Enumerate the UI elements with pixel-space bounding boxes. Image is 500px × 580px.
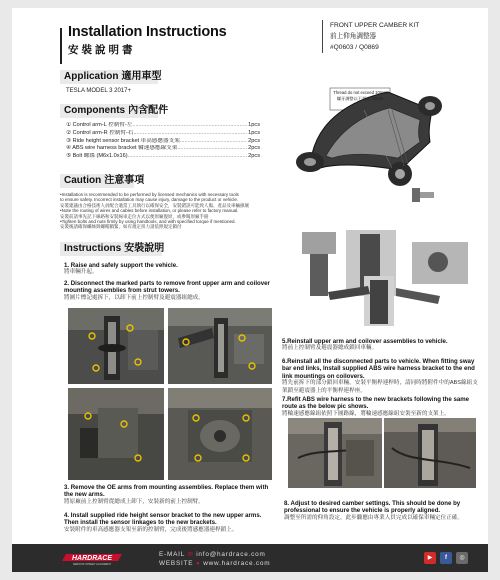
step-4 (64, 512, 274, 534)
caution-title-zh: 注意事項 (104, 175, 145, 186)
component-item (66, 145, 260, 153)
product-name-zh: 前上仰角調整器 (330, 33, 377, 40)
caution-line: •Tighten bolts and nuts firmly by using handtools, and with specified torque if mentioned. (60, 219, 236, 225)
step-text-zh: 安裝附件的車高感應器支架至新的控制臂，完成後將感應器連桿鎖上。 (64, 526, 238, 533)
components-heading (60, 104, 169, 118)
step-5 (282, 338, 482, 353)
component-qty: 1pcs (248, 122, 260, 128)
caution-title-en: Caution (64, 175, 102, 186)
component-label: ① Control arm-L 控制臂-左 ..... (66, 122, 247, 130)
step-text-zh: 調整至所需的仰角設定，此步驟應由專業人員完成以確保車輛定位正確。 (284, 514, 464, 521)
instructions-title-en: Instructions (64, 243, 122, 254)
step2-photo-bottom-left (68, 388, 164, 480)
caution-line: 安裝建議由合格技術人員配合適當工具執行以確保安全，安裝錯誤可能致人傷、產品及車輛損壞 (60, 202, 249, 208)
email-address[interactable]: info@hardrace.com (196, 551, 266, 558)
coilover-photo (308, 276, 458, 326)
hardrace-logo (62, 550, 128, 566)
step-7 (282, 396, 482, 418)
step-text: 7.Refit ABS wire harness to the new brackets following the same route as the below pic shows. (282, 396, 470, 411)
component-qty: 2pcs (248, 137, 260, 144)
step-6 (282, 358, 482, 395)
step2-photo-bottom-right (168, 388, 272, 480)
header-divider (322, 20, 323, 53)
component-item (66, 122, 260, 130)
page-title-zh: 安裝說明書 (68, 44, 136, 56)
instructions-title-zh: 安裝說明 (124, 243, 165, 254)
step-text-zh: 將車輛升起。 (64, 269, 98, 276)
application-heading (60, 70, 162, 84)
caution-line: 安裝前請事先記下線路和安裝線束走位方式以便原廠復原，或參閱原廠手冊 (60, 213, 209, 219)
step-text: 3. Remove the OE arms from mounting assemblies. Replace them with the new arms. (64, 484, 269, 499)
step2-photo-right (168, 308, 272, 384)
step-1 (64, 262, 274, 277)
instruction-sheet (12, 8, 488, 572)
component-item (66, 130, 260, 138)
product-info (330, 20, 419, 53)
component-item (66, 153, 260, 161)
product-name-en: FRONT UPPER CAMBER KIT (330, 22, 420, 29)
wechat-icon[interactable]: ◎ (456, 552, 468, 564)
youtube-icon[interactable]: ▶ (424, 552, 436, 564)
components-title-zh: 內含配件 (128, 105, 169, 116)
step-2 (64, 280, 274, 302)
step7-photo-left (288, 418, 382, 488)
component-qty: 1pcs (248, 129, 260, 136)
globe-icon: ● (195, 560, 201, 567)
footer-email (159, 550, 266, 558)
instructions-heading (60, 242, 165, 256)
footer-website (159, 560, 270, 567)
caution-line: •Note the routing of wires and cables before installation, or please refer to factory manual. (60, 208, 239, 214)
step-text-zh: 將先前拆下的部分鎖回車輛，安裝平衡桿連桿時，請同時將附件中的ABS線組支架鎖至避震器上的平衡桿連桿座。 (282, 380, 478, 394)
step-8 (284, 500, 480, 522)
component-label: ④ ABS wire harness bracket 輪速感應線支架 ..... (66, 145, 247, 153)
components-title-en: Components (64, 105, 126, 116)
component-qty: 2pcs (248, 145, 260, 152)
caution-line: to ensure safety. Incorrect installation may cause injury, damage to the product or vehicle. (60, 197, 239, 203)
component-label: ③ Ride height sensor bracket 車高感應器支架 ..... (66, 138, 247, 146)
email-label: E-MAIL (159, 551, 185, 558)
step-3 (64, 484, 274, 506)
caution-line: 安裝後請確保螺絲與螺帽鎖緊，如有規定扭力請依照規定鎖付 (60, 224, 182, 230)
component-item (66, 138, 260, 146)
step-text: 4. Install supplied ride height sensor bracket to the new upper arms. Then install the sensor linkages to the new brackets. (64, 512, 262, 527)
caution-heading (60, 174, 145, 188)
step-text: 2. Disconnect the marked parts to remove front upper arm and coilover mounting assemblies from strut towers. (64, 280, 270, 295)
application-title-zh: 適用車型 (121, 71, 162, 82)
components-list (66, 122, 260, 161)
envelope-icon: ✉ (187, 551, 194, 558)
component-label: ② Control arm-R 控制臂-右 ..... (66, 130, 247, 138)
callout-en: Thread do not exceed 10mm (333, 90, 387, 95)
step-text-zh: 將原廠前上控制臂從總成上卸下，安裝新的前上控制臂。 (64, 498, 204, 505)
caution-line: •Installation is recommended to be performed by licensed mechanics with necessary tools (60, 192, 239, 197)
website-url[interactable]: www.hardrace.com (203, 560, 271, 567)
part-numbers: #Q0603 / Q0869 (330, 44, 379, 51)
component-label: ⑤ Bolt 螺絲 (M6x1.0x16) ..... (66, 153, 247, 161)
step7-photo-right (384, 418, 476, 488)
facebook-icon[interactable]: f (440, 552, 452, 564)
step-text-zh: 將輪速感應線組依照下圖路線，將輪速感應線組安裝至新的支架上。 (282, 410, 450, 417)
step2-photo-left (68, 308, 164, 384)
callout-zh: 螺牙調整以不超過 10mm (336, 95, 384, 101)
step-text: 1. Raise and safely support the vehicle. (64, 262, 178, 269)
caution-text (60, 192, 310, 238)
step-text: 6.Reinstall all the disconnected parts to vehicle. When fitting sway bar end links, Install supplied ABS wire harness bracket to the end link mountings on coilovers. (282, 358, 475, 380)
application-title-en: Application (64, 71, 119, 82)
thread-callout (332, 90, 388, 101)
page-title: Installation Instructions (68, 24, 227, 40)
step-text-zh: 將圖片標記處拆下，以卸下前上控制臂及避震器組總成。 (64, 294, 204, 301)
footer (12, 544, 488, 572)
brand-name: HARDRACE (71, 555, 113, 562)
vehicle-fitment: TESLA MODEL 3 2017+ (66, 88, 131, 94)
header-rule (60, 28, 62, 64)
brand-tagline: SERIOUS STREET ALIGNMENT (72, 563, 112, 566)
website-label: WEBSITE (159, 560, 194, 567)
step-text: 5.Reinstall upper arm and coilover assemblies to vehicle. (282, 338, 448, 345)
step-text: 8. Adjust to desired camber settings. This should be done by professional to ensure the vehicle is properly aligned. (284, 500, 461, 515)
component-qty: 2pcs (248, 153, 260, 160)
step-text-zh: 將前上控制臂及避震器總成鎖回車輛。 (282, 345, 378, 352)
